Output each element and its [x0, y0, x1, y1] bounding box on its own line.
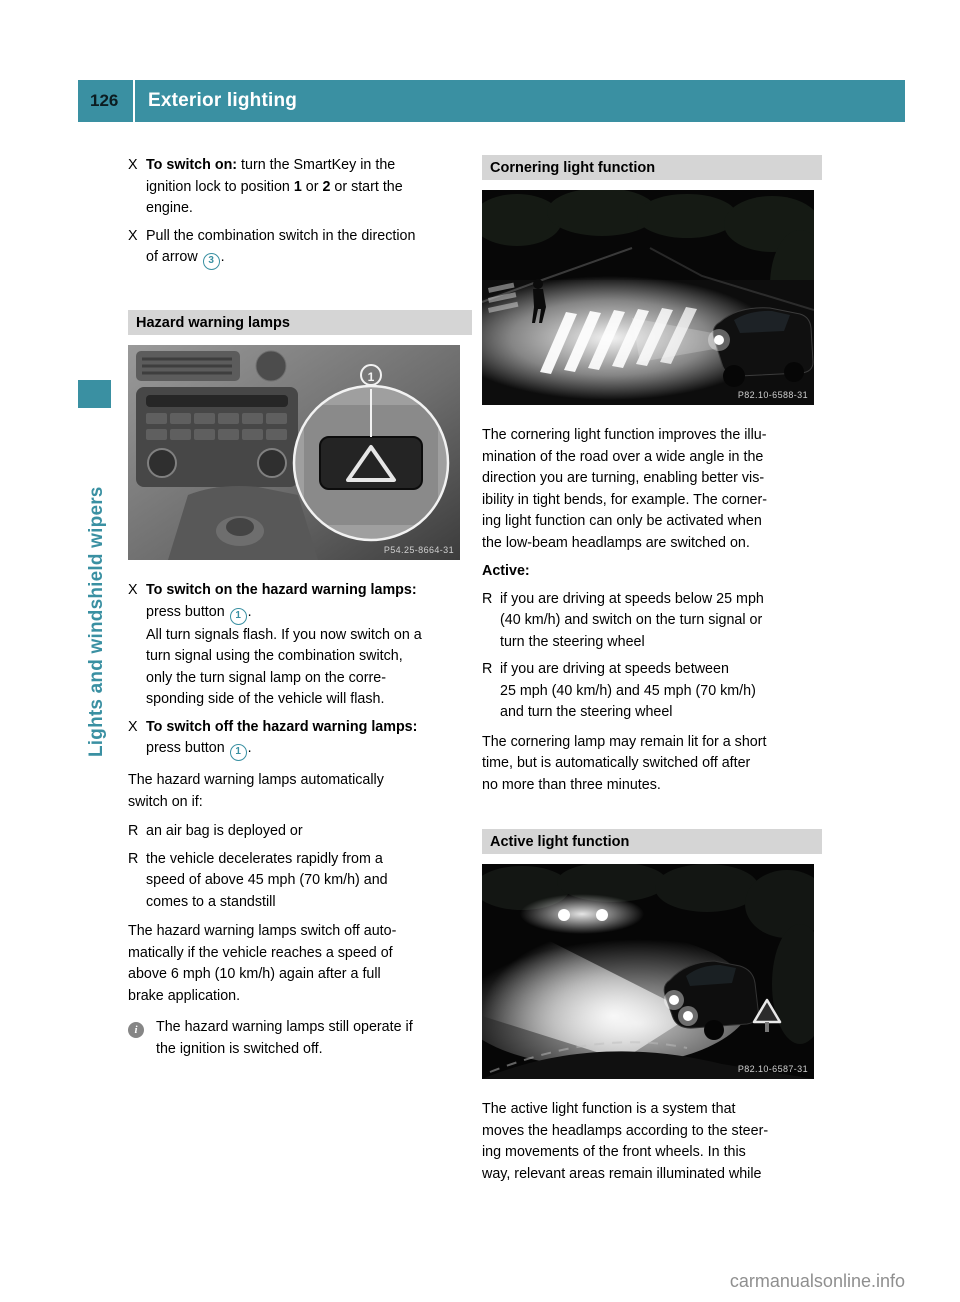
hazard-auto-on-text: The hazard warning lamps automatically switch on if: [128, 772, 384, 810]
page-number: 126 [90, 91, 119, 110]
bullet-speed-25-45-text: if you are driving at speeds between 25 mph (40 km/h) and 45 mph (70 km/h) and turn the steering wheel [500, 661, 756, 720]
cornering-description: The cornering light function improves the illu- mination of the road over a wide angle in the direction you are turning, enabling better vis- ibility in tight bends, for example. The corner- ing light function can only be activated when the low-beam headlamps are switched on. [482, 427, 768, 551]
figure-code: P82.10-6588-31 [737, 390, 808, 400]
instruction-switch-on [128, 155, 472, 220]
instruction-switch-on-text: To switch on: turn the SmartKey in the ignition lock to position 1 or 2 or start the engine. [146, 157, 403, 216]
instruction-pull-switch-text: Pull the combination switch in the direction of arrow 3 . [146, 226, 472, 271]
dashboard-photo [128, 345, 460, 560]
circled-number-1-icon: 1 [230, 744, 247, 761]
bullet-speed-25-45 [482, 659, 822, 724]
hazard-auto-off-text: The hazard warning lamps switch off auto- matically if the vehicle reaches a speed of above 6 mph (10 km/h) again after a full brake application. [128, 923, 397, 1004]
header-divider [133, 80, 135, 122]
bullet-marker: R [128, 850, 139, 867]
page-header [78, 80, 905, 122]
bullet-speed-below-25-text: if you are driving at speeds below 25 mph (40 km/h) and switch on the turn signal or turn the steering wheel [500, 590, 764, 650]
circled-number-3-icon: 3 [203, 253, 220, 270]
bullet-airbag [128, 821, 472, 843]
bullet-deceleration [128, 849, 472, 914]
figure-code: P82.10-6587-31 [737, 1064, 808, 1074]
figure-hazard-button [128, 345, 460, 560]
side-chapter-label: Lights and windshield wipers [86, 486, 107, 757]
right-column [482, 155, 822, 1185]
instruction-hazard-off [128, 717, 472, 762]
chapter-title: Exterior lighting [148, 90, 298, 111]
oncoming-headlight-glare [520, 894, 644, 934]
circled-number-1-icon: 1 [230, 608, 247, 625]
arrow-marker: X [128, 157, 138, 173]
active-light-photo [482, 864, 814, 1079]
bullet-marker: R [482, 590, 493, 607]
section-header-cornering-light: Cornering light function [482, 155, 822, 180]
callout-1-label: 1 [360, 364, 382, 386]
figure-code: P54.25-8664-31 [383, 545, 454, 555]
active-conditions-label: Active: [482, 563, 530, 579]
bullet-marker: R [482, 661, 493, 677]
active-light-description: The active light function is a system that moves the headlamps according to the steer- ing movements of the front wheels. In this way, relevant areas remain illuminated while [482, 1101, 769, 1182]
cornering-light-photo [482, 190, 814, 405]
instruction-hazard-off-text: To switch off the hazard warning lamps: press button 1 . [146, 717, 472, 762]
arrow-marker: X [128, 582, 138, 598]
section-header-active-light: Active light function [482, 829, 822, 854]
watermark: carmanualsonline.info [729, 1271, 905, 1291]
figure-cornering-light [482, 190, 814, 405]
instruction-hazard-on-text: To switch on the hazard warning lamps: press button 1 . All turn signals flash. If you now switch on a turn signal using the combination switch, only the turn signal lamp on the corre- sponding side of the vehicle will flash. [146, 582, 422, 707]
info-note-text: The hazard warning lamps still operate if the ignition is switched off. [156, 1019, 413, 1057]
section-header-hazard-warning-lamps: Hazard warning lamps [128, 310, 472, 335]
arrow-marker: X [128, 718, 138, 735]
arrow-marker: X [128, 227, 138, 244]
info-note [128, 1017, 472, 1060]
instruction-pull-switch [128, 226, 472, 271]
bullet-marker: R [128, 823, 139, 839]
figure-active-light [482, 864, 814, 1079]
instruction-hazard-on [128, 580, 472, 711]
bullet-deceleration-text: the vehicle decelerates rapidly from a speed of above 45 mph (70 km/h) and comes to a standstill [146, 850, 388, 910]
bullet-airbag-text: an air bag is deployed or [146, 823, 303, 839]
cornering-off-text: The cornering lamp may remain lit for a short time, but is automatically switched off after no more than three minutes. [482, 733, 767, 793]
info-icon: i [128, 1022, 144, 1038]
bullet-speed-below-25 [482, 589, 822, 654]
left-column [128, 155, 472, 1060]
chapter-tab-marker [78, 380, 111, 408]
